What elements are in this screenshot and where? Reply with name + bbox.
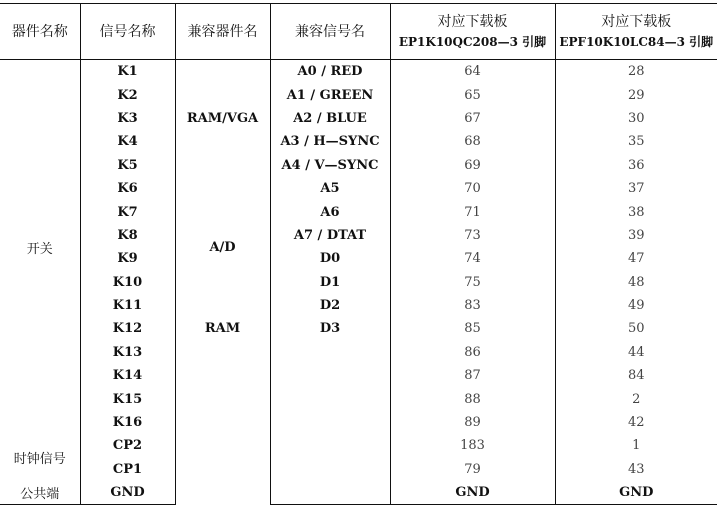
pin-ep1k10: 85 [390, 317, 555, 340]
table-row [0, 154, 717, 177]
table-row [0, 411, 717, 434]
signal-name: K10 [80, 271, 175, 294]
signal-name: K7 [80, 200, 175, 223]
signal-name: K8 [80, 224, 175, 247]
compat-signal: A6 [270, 200, 390, 223]
compat-signal: A7 / DTAT [270, 224, 390, 247]
pin-epf10k10: 44 [555, 341, 717, 364]
signal-name: K4 [80, 130, 175, 153]
table-row [0, 387, 717, 410]
compat-signal: D0 [270, 247, 390, 270]
pin-epf10k10: 84 [555, 364, 717, 387]
table-row [0, 247, 717, 270]
pin-ep1k10: 88 [390, 387, 555, 410]
compat-signal: A0 / RED [270, 60, 390, 84]
header-compat-device: 兼容器件名 [175, 4, 270, 60]
header-device-name: 器件名称 [0, 4, 80, 60]
table-row [0, 60, 717, 84]
table-row [0, 364, 717, 387]
table-row [0, 434, 717, 457]
group-common: 公共端 [0, 481, 80, 505]
pin-ep1k10: 183 [390, 434, 555, 457]
compat-device-empty [175, 341, 270, 505]
pin-epf10k10: 37 [555, 177, 717, 200]
compat-signal [270, 341, 390, 364]
signal-name: K15 [80, 387, 175, 410]
pin-epf10k10: 29 [555, 83, 717, 106]
table-row [0, 177, 717, 200]
pin-ep1k10: 70 [390, 177, 555, 200]
header-board2-line1: 对应下载板 [601, 13, 672, 30]
table-row [0, 130, 717, 153]
pin-epf10k10: 1 [555, 434, 717, 457]
signal-name: K6 [80, 177, 175, 200]
header-signal-name: 信号名称 [80, 4, 175, 60]
pin-epf10k10: GND [555, 481, 717, 505]
pin-assignment-table [0, 3, 717, 505]
compat-signal: A2 / BLUE [270, 107, 390, 130]
compat-device-ram: RAM [175, 317, 270, 340]
group-clock: 时钟信号 [13, 452, 66, 468]
pin-epf10k10: 50 [555, 317, 717, 340]
header-board2-line2: EPF10K10LC84—3 引脚 [559, 34, 714, 49]
signal-name: K12 [80, 317, 175, 340]
pin-ep1k10: 69 [390, 154, 555, 177]
pin-ep1k10: 83 [390, 294, 555, 317]
pin-ep1k10: 64 [390, 60, 555, 84]
signal-name: K3 [80, 107, 175, 130]
compat-signal [270, 434, 390, 457]
signal-name: K11 [80, 294, 175, 317]
pin-epf10k10: 28 [555, 60, 717, 84]
pin-epf10k10: 47 [555, 247, 717, 270]
compat-signal: A4 / V—SYNC [270, 154, 390, 177]
pin-ep1k10: 75 [390, 271, 555, 294]
compat-signal: D1 [270, 271, 390, 294]
pin-ep1k10: 74 [390, 247, 555, 270]
pin-epf10k10: 35 [555, 130, 717, 153]
table-row [0, 224, 717, 247]
signal-name: CP2 [80, 434, 175, 457]
pin-ep1k10: 79 [390, 458, 555, 481]
compat-signal: A3 / H—SYNC [270, 130, 390, 153]
table-row [0, 481, 717, 505]
compat-device-ad: A/D [175, 177, 270, 317]
compat-signal [270, 387, 390, 410]
pin-epf10k10: 43 [555, 458, 717, 481]
signal-name: K13 [80, 341, 175, 364]
pin-ep1k10: 67 [390, 107, 555, 130]
pin-epf10k10: 48 [555, 271, 717, 294]
compat-signal: D2 [270, 294, 390, 317]
header-board1-line2: EP1K10QC208—3 引脚 [398, 34, 547, 49]
table-row [0, 107, 717, 130]
compat-signal [270, 364, 390, 387]
table-body [0, 60, 717, 505]
signal-name: K1 [80, 60, 175, 84]
pin-epf10k10: 30 [555, 107, 717, 130]
compat-signal [270, 481, 390, 505]
signal-name: K5 [80, 154, 175, 177]
table-row [0, 271, 717, 294]
pin-ep1k10: 71 [390, 200, 555, 223]
compat-device-ram-vga: RAM/VGA [175, 60, 270, 177]
table-row [0, 83, 717, 106]
pin-ep1k10: 65 [390, 83, 555, 106]
header-compat-signal: 兼容信号名 [270, 4, 390, 60]
pin-ep1k10: 89 [390, 411, 555, 434]
pin-ep1k10: 68 [390, 130, 555, 153]
signal-name: K9 [80, 247, 175, 270]
signal-name: K16 [80, 411, 175, 434]
compat-signal: A1 / GREEN [270, 83, 390, 106]
pin-ep1k10: 87 [390, 364, 555, 387]
signal-name: K2 [80, 83, 175, 106]
header-row [0, 4, 717, 60]
table-row [0, 341, 717, 364]
pin-epf10k10: 49 [555, 294, 717, 317]
pin-epf10k10: 42 [555, 411, 717, 434]
pin-epf10k10: 36 [555, 154, 717, 177]
pin-ep1k10: GND [390, 481, 555, 505]
header-board1-line1: 对应下载板 [437, 13, 508, 30]
signal-name: GND [80, 481, 175, 505]
header-board2 [555, 4, 717, 60]
pin-epf10k10: 38 [555, 200, 717, 223]
pin-ep1k10: 73 [390, 224, 555, 247]
table-row [0, 458, 717, 481]
group-switch: 开关 [26, 241, 53, 257]
table-row [0, 294, 717, 317]
table-row [0, 317, 717, 340]
pin-epf10k10: 2 [555, 387, 717, 410]
compat-signal: A5 [270, 177, 390, 200]
compat-signal [270, 458, 390, 481]
compat-signal [270, 411, 390, 434]
table-row [0, 200, 717, 223]
pin-ep1k10: 86 [390, 341, 555, 364]
pin-epf10k10: 39 [555, 224, 717, 247]
compat-signal: D3 [270, 317, 390, 340]
header-board1 [390, 4, 555, 60]
signal-name: K14 [80, 364, 175, 387]
signal-name: CP1 [80, 458, 175, 481]
